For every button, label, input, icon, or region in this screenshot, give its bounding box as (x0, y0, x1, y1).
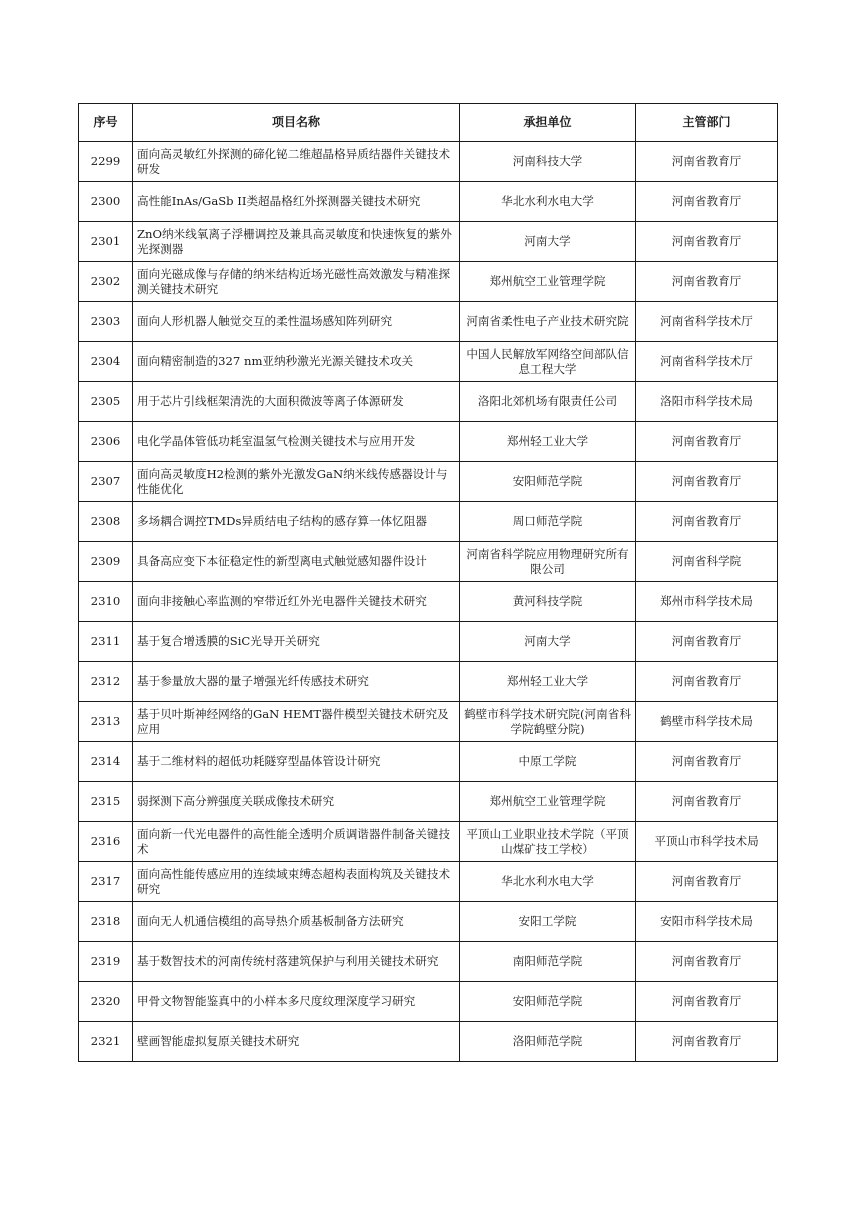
table-body (79, 142, 778, 1062)
cell-project-name: 具备高应变下本征稳定性的新型离电式触觉感知器件设计 (133, 542, 460, 582)
cell-no: 2303 (79, 302, 133, 342)
cell-project-name: 基于二维材料的超低功耗隧穿型晶体管设计研究 (133, 742, 460, 782)
cell-no: 2318 (79, 902, 133, 942)
table-row (79, 782, 778, 822)
cell-unit: 黄河科技学院 (460, 582, 636, 622)
cell-no: 2304 (79, 342, 133, 382)
cell-department: 河南省教育厅 (636, 182, 778, 222)
table-row (79, 302, 778, 342)
cell-department: 河南省教育厅 (636, 742, 778, 782)
table-row (79, 862, 778, 902)
cell-unit: 安阳师范学院 (460, 982, 636, 1022)
cell-project-name: 面向新一代光电器件的高性能全透明介质调谐器件制备关键技术 (133, 822, 460, 862)
cell-department: 郑州市科学技术局 (636, 582, 778, 622)
cell-department: 河南省教育厅 (636, 1022, 778, 1062)
cell-unit: 郑州航空工业管理学院 (460, 262, 636, 302)
table-row (79, 502, 778, 542)
cell-unit: 河南省科学院应用物理研究所有限公司 (460, 542, 636, 582)
cell-no: 2313 (79, 702, 133, 742)
table-row (79, 902, 778, 942)
cell-project-name: 面向无人机通信模组的高导热介质基板制备方法研究 (133, 902, 460, 942)
cell-department: 河南省科学技术厅 (636, 342, 778, 382)
cell-no: 2319 (79, 942, 133, 982)
table-row (79, 142, 778, 182)
cell-project-name: ZnO纳米线氧离子浮栅调控及兼具高灵敏度和快速恢复的紫外光探测器 (133, 222, 460, 262)
cell-no: 2311 (79, 622, 133, 662)
table-row (79, 742, 778, 782)
cell-department: 河南省教育厅 (636, 262, 778, 302)
cell-unit: 郑州航空工业管理学院 (460, 782, 636, 822)
table-row (79, 822, 778, 862)
cell-no: 2301 (79, 222, 133, 262)
cell-no: 2308 (79, 502, 133, 542)
table-row (79, 222, 778, 262)
cell-unit: 周口师范学院 (460, 502, 636, 542)
cell-department: 河南省教育厅 (636, 662, 778, 702)
cell-department: 河南省教育厅 (636, 862, 778, 902)
cell-department: 平顶山市科学技术局 (636, 822, 778, 862)
table-row (79, 582, 778, 622)
cell-department: 河南省科学院 (636, 542, 778, 582)
cell-unit: 安阳工学院 (460, 902, 636, 942)
table-row (79, 342, 778, 382)
cell-department: 河南省教育厅 (636, 462, 778, 502)
cell-department: 安阳市科学技术局 (636, 902, 778, 942)
cell-project-name: 多场耦合调控TMDs异质结电子结构的感存算一体忆阻器 (133, 502, 460, 542)
cell-project-name: 基于贝叶斯神经网络的GaN HEMT器件模型关键技术研究及应用 (133, 702, 460, 742)
cell-unit: 洛阳师范学院 (460, 1022, 636, 1062)
cell-unit: 平顶山工业职业技术学院（平顶山煤矿技工学校） (460, 822, 636, 862)
cell-no: 2314 (79, 742, 133, 782)
cell-no: 2305 (79, 382, 133, 422)
cell-department: 河南省教育厅 (636, 142, 778, 182)
cell-project-name: 壁画智能虚拟复原关键技术研究 (133, 1022, 460, 1062)
cell-department: 鹤壁市科学技术局 (636, 702, 778, 742)
cell-project-name: 基于复合增透膜的SiC光导开关研究 (133, 622, 460, 662)
cell-no: 2309 (79, 542, 133, 582)
cell-no: 2302 (79, 262, 133, 302)
cell-department: 河南省教育厅 (636, 942, 778, 982)
cell-no: 2315 (79, 782, 133, 822)
cell-project-name: 面向高灵敏红外探测的碲化铋二维超晶格异质结器件关键技术研发 (133, 142, 460, 182)
cell-no: 2310 (79, 582, 133, 622)
cell-department: 河南省教育厅 (636, 622, 778, 662)
cell-unit: 中原工学院 (460, 742, 636, 782)
cell-department: 河南省教育厅 (636, 982, 778, 1022)
cell-unit: 南阳师范学院 (460, 942, 636, 982)
table-row (79, 422, 778, 462)
cell-project-name: 面向光磁成像与存储的纳米结构近场光磁性高效激发与精准探测关键技术研究 (133, 262, 460, 302)
cell-project-name: 面向非接触心率监测的窄带近红外光电器件关键技术研究 (133, 582, 460, 622)
header-project-name: 项目名称 (133, 104, 460, 142)
cell-unit: 河南省柔性电子产业技术研究院 (460, 302, 636, 342)
cell-project-name: 高性能InAs/GaSb II类超晶格红外探测器关键技术研究 (133, 182, 460, 222)
cell-project-name: 弱探测下高分辨强度关联成像技术研究 (133, 782, 460, 822)
cell-no: 2316 (79, 822, 133, 862)
cell-unit: 郑州轻工业大学 (460, 662, 636, 702)
table-row (79, 1022, 778, 1062)
table-row (79, 542, 778, 582)
table-row (79, 662, 778, 702)
cell-project-name: 面向人形机器人触觉交互的柔性温场感知阵列研究 (133, 302, 460, 342)
project-table (78, 103, 778, 1062)
cell-no: 2312 (79, 662, 133, 702)
table-row (79, 622, 778, 662)
header-no: 序号 (79, 104, 133, 142)
table-row (79, 462, 778, 502)
table-row (79, 942, 778, 982)
cell-department: 河南省教育厅 (636, 422, 778, 462)
cell-no: 2299 (79, 142, 133, 182)
cell-unit: 华北水利水电大学 (460, 182, 636, 222)
table-row (79, 262, 778, 302)
cell-unit: 郑州轻工业大学 (460, 422, 636, 462)
header-department: 主管部门 (636, 104, 778, 142)
cell-department: 河南省科学技术厅 (636, 302, 778, 342)
cell-project-name: 甲骨文物智能鉴真中的小样本多尺度纹理深度学习研究 (133, 982, 460, 1022)
cell-no: 2300 (79, 182, 133, 222)
cell-unit: 河南大学 (460, 622, 636, 662)
cell-no: 2307 (79, 462, 133, 502)
cell-unit: 安阳师范学院 (460, 462, 636, 502)
cell-unit: 河南科技大学 (460, 142, 636, 182)
cell-department: 河南省教育厅 (636, 502, 778, 542)
cell-no: 2306 (79, 422, 133, 462)
table-header-row (79, 104, 778, 142)
cell-unit: 中国人民解放军网络空间部队信息工程大学 (460, 342, 636, 382)
cell-no: 2320 (79, 982, 133, 1022)
cell-no: 2321 (79, 1022, 133, 1062)
cell-project-name: 用于芯片引线框架清洗的大面积微波等离子体源研发 (133, 382, 460, 422)
cell-project-name: 面向高灵敏度H2检测的紫外光激发GaN纳米线传感器设计与性能优化 (133, 462, 460, 502)
cell-department: 洛阳市科学技术局 (636, 382, 778, 422)
cell-unit: 洛阳北郊机场有限责任公司 (460, 382, 636, 422)
table-row (79, 182, 778, 222)
cell-unit: 华北水利水电大学 (460, 862, 636, 902)
cell-department: 河南省教育厅 (636, 782, 778, 822)
table-row (79, 702, 778, 742)
cell-unit: 河南大学 (460, 222, 636, 262)
cell-department: 河南省教育厅 (636, 222, 778, 262)
cell-project-name: 基于数智技术的河南传统村落建筑保护与利用关键技术研究 (133, 942, 460, 982)
cell-unit: 鹤壁市科学技术研究院(河南省科学院鹤壁分院) (460, 702, 636, 742)
cell-project-name: 面向高性能传感应用的连续域束缚态超构表面构筑及关键技术研究 (133, 862, 460, 902)
cell-project-name: 基于参量放大器的量子增强光纤传感技术研究 (133, 662, 460, 702)
cell-no: 2317 (79, 862, 133, 902)
header-unit: 承担单位 (460, 104, 636, 142)
table-row (79, 982, 778, 1022)
cell-project-name: 面向精密制造的327 nm亚纳秒激光光源关键技术攻关 (133, 342, 460, 382)
cell-project-name: 电化学晶体管低功耗室温氢气检测关键技术与应用开发 (133, 422, 460, 462)
table-row (79, 382, 778, 422)
